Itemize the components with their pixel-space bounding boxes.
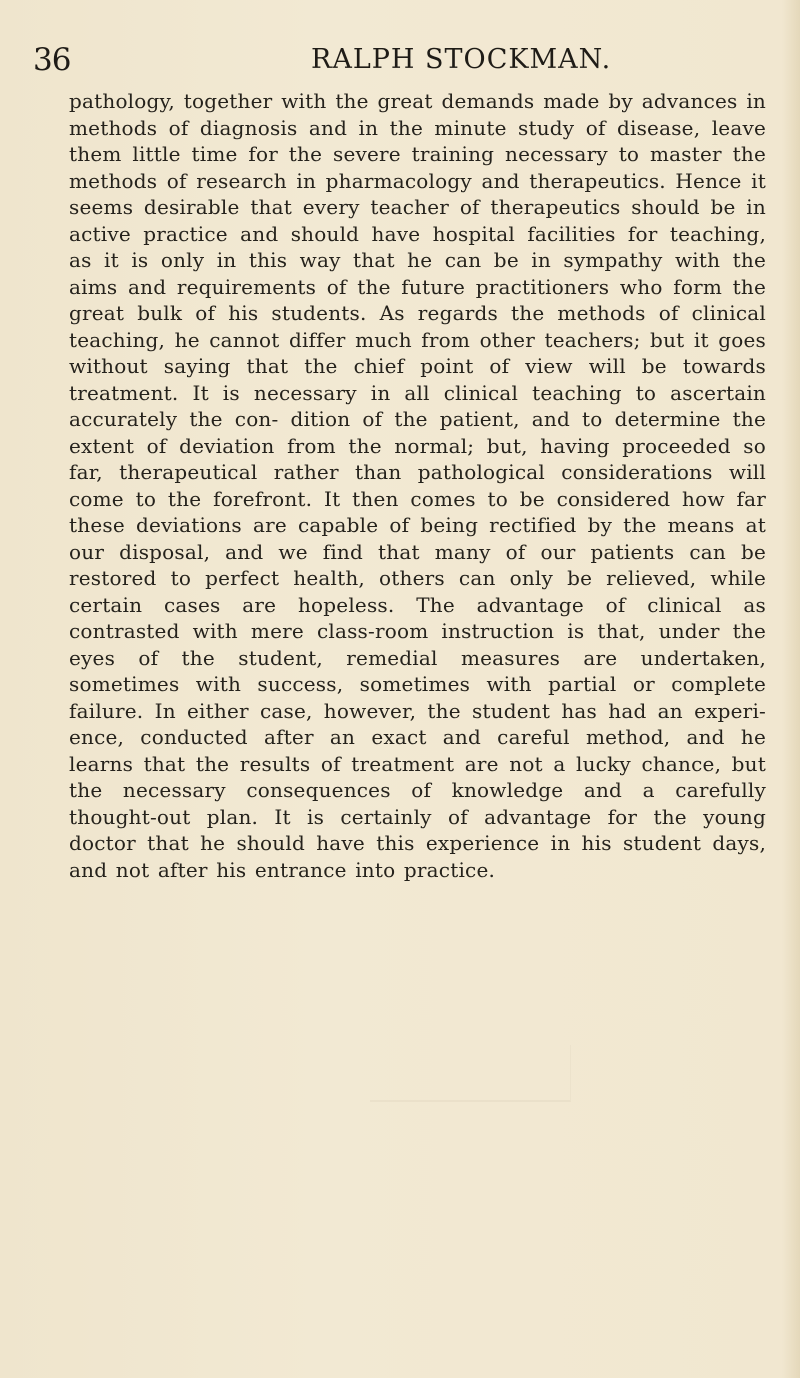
body-paragraph: pathology, together with the great demands made by advances in methods of diagnosis and in the minute study of disease, leave them little time for the severe training necessary to master the methods of research in pharmacology and therapeutics. Hence it seems desirable that every teacher of therapeutics should be in active practice and should have hospital facilities for teaching, as it is only in this way that he can be in sympathy with the aims and requirements of the future practitioners who form the great bulk of his students. As regards the methods of clinical teaching, he cannot differ much from other teachers; but it goes without saying that the chief point of view will be towards treatment. It is necessary in all clinical teaching to ascertain accurately the con- dition of the patient, and to determine the extent of deviation from the normal; but, having proceeded so far, therapeutical rather than pathological considerations will come to the forefront. It then comes to be considered how far these deviations are capable of being rectified by the means at our disposal, and we find that many of our patients can be restored to perfect health, others can only be relieved, while certain cases are hopeless. The advantage of clinical as contrasted with mere class-room instruction is that, under the eyes of the student, remedial measures are undertaken, sometimes with success, sometimes with partial or complete failure. In either case, however, the student has had an experi- ence, conducted after an exact and careful method, and he learns that the results of treatment are not a lucky chance, but the necessary consequences of knowledge and a carefully thought-out plan. It is certainly of advantage for the young doctor that he should have this experience in his student days, and not after his entrance into practice. [69,89,766,882]
running-head: RALPH STOCKMAN. [311,44,612,75]
page-edge-shadow [782,0,800,1378]
page-number: 36 [33,42,71,78]
paper-stain [370,1045,571,1102]
page-header [33,40,768,80]
